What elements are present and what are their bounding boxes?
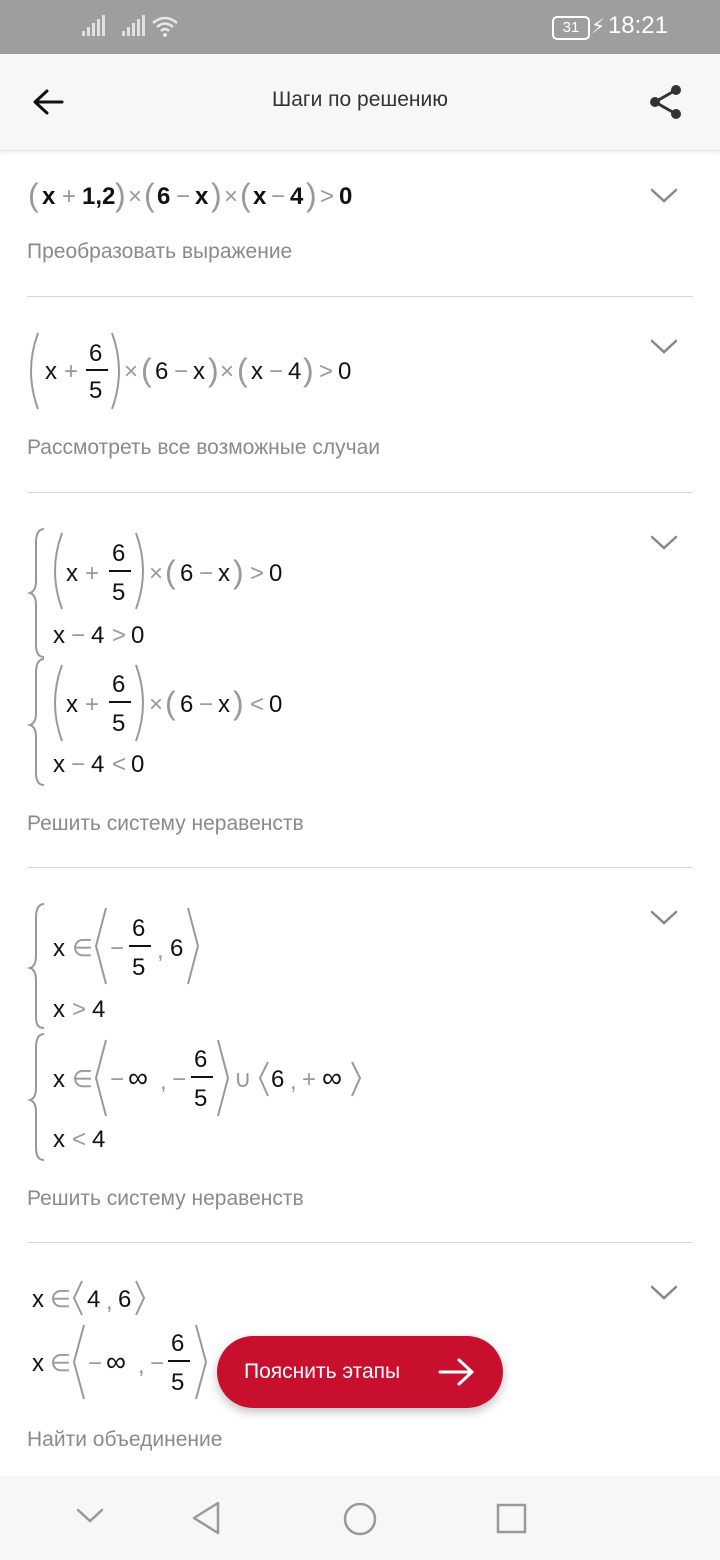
step-4[interactable] xyxy=(0,868,720,1243)
svg-text:x: x xyxy=(66,560,78,587)
svg-text:x: x xyxy=(218,691,230,718)
svg-text:∞: ∞ xyxy=(106,1346,126,1377)
svg-text:∈: ∈ xyxy=(50,1286,71,1313)
svg-text:5: 5 xyxy=(194,1085,208,1112)
step-description: Рассмотреть все возможные случаи xyxy=(27,436,380,459)
svg-text:−: − xyxy=(71,622,86,649)
svg-text:(: ( xyxy=(28,177,39,213)
svg-text:): ) xyxy=(115,177,126,213)
svg-text:5: 5 xyxy=(112,579,126,606)
svg-text:−: − xyxy=(199,691,214,718)
svg-text:×: × xyxy=(128,183,143,210)
svg-text:6: 6 xyxy=(118,1286,132,1313)
svg-text:×: × xyxy=(124,358,139,385)
svg-text:0: 0 xyxy=(339,183,353,210)
status-bar xyxy=(0,0,720,54)
svg-text:x: x xyxy=(193,358,205,385)
svg-text:×: × xyxy=(149,560,164,587)
svg-text:+: + xyxy=(85,560,100,587)
svg-text:−: − xyxy=(271,183,286,210)
chevron-down-icon[interactable] xyxy=(648,531,680,555)
square-recents-icon[interactable] xyxy=(496,1503,528,1535)
svg-text:∈: ∈ xyxy=(72,935,93,962)
svg-text:−: − xyxy=(71,751,86,778)
svg-text:0: 0 xyxy=(269,560,283,587)
svg-text:−: − xyxy=(269,358,284,385)
svg-text:∞: ∞ xyxy=(322,1062,342,1093)
step-4-expression xyxy=(0,868,620,1168)
svg-text:,: , xyxy=(160,1068,167,1095)
step-description: Решить систему неравенств xyxy=(27,812,304,835)
svg-text:(: ( xyxy=(165,554,176,590)
svg-text:6: 6 xyxy=(157,183,171,210)
var-x: x xyxy=(42,183,56,210)
svg-text:x: x xyxy=(53,996,65,1023)
svg-text:): ) xyxy=(306,177,317,213)
svg-text:6: 6 xyxy=(112,540,126,567)
chevron-down-icon[interactable] xyxy=(648,184,680,208)
svg-text:6: 6 xyxy=(155,358,169,385)
svg-text:∞: ∞ xyxy=(128,1062,148,1093)
svg-text:5: 5 xyxy=(112,710,126,737)
svg-text:x: x xyxy=(251,358,263,385)
svg-text:x: x xyxy=(253,183,267,210)
explain-steps-label: Пояснить этапы xyxy=(244,1360,401,1383)
svg-text:<: < xyxy=(72,1126,87,1153)
step-3[interactable] xyxy=(0,493,720,868)
svg-text:>: > xyxy=(112,622,127,649)
share-icon[interactable] xyxy=(648,84,684,120)
circle-home-icon[interactable] xyxy=(342,1501,378,1537)
svg-text:(: ( xyxy=(237,352,248,388)
explain-steps-button[interactable] xyxy=(217,1336,503,1408)
svg-text:>: > xyxy=(320,183,335,210)
step-1-expression xyxy=(0,150,620,250)
svg-text:): ) xyxy=(233,554,244,590)
svg-text:0: 0 xyxy=(131,751,145,778)
page-title: Шаги по решению xyxy=(272,88,448,111)
svg-text:5: 5 xyxy=(89,377,103,404)
svg-text:∪: ∪ xyxy=(234,1066,252,1093)
svg-text:6: 6 xyxy=(170,935,184,962)
svg-text:+: + xyxy=(64,358,79,385)
svg-text:x: x xyxy=(53,1066,65,1093)
step-description: Преобразовать выражение xyxy=(27,240,293,263)
step-2-expression xyxy=(0,297,620,427)
step-description: Решить систему неравенств xyxy=(27,1187,304,1210)
svg-text:×: × xyxy=(224,183,239,210)
svg-text:,: , xyxy=(106,1288,113,1315)
svg-text:+: + xyxy=(62,183,77,210)
svg-text:x: x xyxy=(45,358,57,385)
svg-text:>: > xyxy=(250,560,265,587)
chevron-down-icon[interactable] xyxy=(648,906,680,930)
svg-text:,: , xyxy=(138,1352,145,1379)
signal-icon xyxy=(82,15,106,37)
app-header xyxy=(0,54,720,151)
svg-text:6: 6 xyxy=(194,1046,208,1073)
svg-text:6: 6 xyxy=(112,671,126,698)
chevron-down-icon[interactable] xyxy=(648,1281,680,1305)
svg-text:−: − xyxy=(174,358,189,385)
svg-text:4: 4 xyxy=(91,622,105,649)
svg-text:×: × xyxy=(220,358,235,385)
svg-text:+: + xyxy=(85,691,100,718)
svg-text:5: 5 xyxy=(132,954,146,981)
wifi-icon xyxy=(150,14,180,38)
svg-text:−: − xyxy=(150,1350,165,1377)
svg-text:(: ( xyxy=(144,177,155,213)
svg-text:(: ( xyxy=(240,177,251,213)
svg-text:5: 5 xyxy=(171,1369,185,1396)
svg-text:4: 4 xyxy=(92,1126,106,1153)
svg-text:): ) xyxy=(303,352,314,388)
svg-text:−: − xyxy=(172,1066,187,1093)
svg-text:x: x xyxy=(53,622,65,649)
svg-text:∈: ∈ xyxy=(50,1350,71,1377)
svg-text:4: 4 xyxy=(288,358,302,385)
step-3-expression xyxy=(0,493,620,793)
svg-text:x: x xyxy=(53,751,65,778)
svg-text:x: x xyxy=(32,1350,44,1377)
svg-text:−: − xyxy=(176,183,191,210)
svg-text:,: , xyxy=(290,1068,297,1095)
svg-text:+: + xyxy=(302,1066,317,1093)
svg-text:−: − xyxy=(110,1066,125,1093)
arrow-right-icon xyxy=(437,1356,477,1388)
step-2[interactable] xyxy=(0,297,720,493)
svg-text:−: − xyxy=(199,560,214,587)
svg-text:6: 6 xyxy=(180,691,194,718)
svg-text:6: 6 xyxy=(271,1066,285,1093)
svg-text:x: x xyxy=(66,691,78,718)
svg-text:4: 4 xyxy=(290,183,304,210)
svg-text:1,2: 1,2 xyxy=(82,183,116,210)
svg-text:x: x xyxy=(195,183,209,210)
svg-text:<: < xyxy=(250,691,265,718)
svg-text:6: 6 xyxy=(180,560,194,587)
charging-icon: ⚡ xyxy=(590,16,605,38)
svg-text:4: 4 xyxy=(92,996,106,1023)
svg-text:6: 6 xyxy=(89,340,103,367)
chevron-down-icon[interactable] xyxy=(648,335,680,359)
svg-text:<: < xyxy=(112,751,127,778)
svg-text:4: 4 xyxy=(87,1286,101,1313)
svg-text:6: 6 xyxy=(132,915,146,942)
svg-text:6: 6 xyxy=(171,1330,185,1357)
step-description: Найти объединение xyxy=(27,1428,223,1451)
svg-text:x: x xyxy=(53,935,65,962)
svg-text:,: , xyxy=(157,937,164,964)
svg-text:): ) xyxy=(211,177,222,213)
svg-text:−: − xyxy=(110,935,125,962)
system-nav-bar xyxy=(0,1476,720,1560)
svg-text:x: x xyxy=(53,1126,65,1153)
triangle-back-icon[interactable] xyxy=(190,1500,222,1536)
step-1[interactable] xyxy=(0,150,720,297)
svg-text:x: x xyxy=(32,1286,44,1313)
svg-text:−: − xyxy=(88,1350,103,1377)
svg-text:): ) xyxy=(233,685,244,721)
svg-text:∈: ∈ xyxy=(72,1066,93,1093)
svg-text:>: > xyxy=(319,358,334,385)
chevron-down-icon[interactable] xyxy=(74,1506,106,1526)
svg-text:×: × xyxy=(149,691,164,718)
svg-text:): ) xyxy=(208,352,219,388)
svg-text:0: 0 xyxy=(131,622,145,649)
svg-text:(: ( xyxy=(141,352,152,388)
svg-text:(: ( xyxy=(165,685,176,721)
svg-text:0: 0 xyxy=(269,691,283,718)
signal-icon-2 xyxy=(122,15,146,37)
battery-indicator: 31 xyxy=(552,16,590,40)
clock: 18:21 xyxy=(607,12,668,39)
svg-text:>: > xyxy=(72,996,87,1023)
svg-text:x: x xyxy=(218,560,230,587)
svg-text:4: 4 xyxy=(91,751,105,778)
svg-text:0: 0 xyxy=(338,358,352,385)
